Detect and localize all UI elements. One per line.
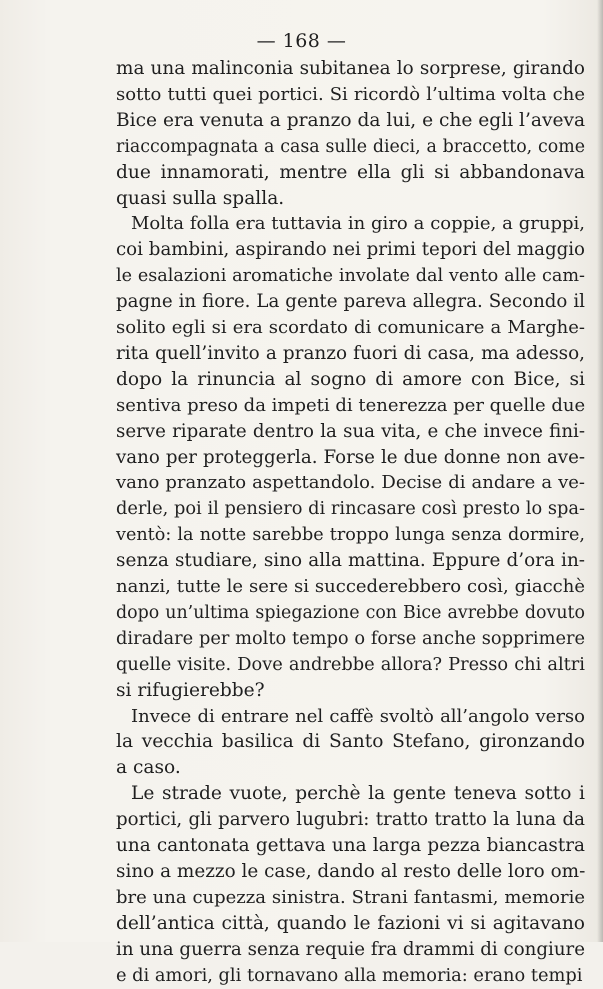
page-number: — 168 — <box>256 30 347 52</box>
text-line: bre una cupezza sinistra. Strani fantasmi, memorie <box>116 886 585 908</box>
text-line: quasi sulla spalla. <box>116 187 285 209</box>
text-line: portici, gli parvero lugubri: tratto tratto la luna da <box>116 809 585 831</box>
text-line: sotto tutti quei portici. Si ricordò l’ultima volta che <box>116 83 585 105</box>
text-line: vano pranzato aspettandolo. Decise di andare a ve- <box>116 472 585 494</box>
text-line: una cantonata gettava una larga pezza biancastra <box>116 835 585 856</box>
text-line: ma una malinconia subitanea lo sorprese, girando <box>116 58 585 79</box>
text-line: Bice era venuta a pranzo da lui, e che egli l’aveva <box>116 109 586 131</box>
text-line: nanzi, tutte le sere si succederebbero così, giacchè <box>116 576 585 597</box>
text-line: riaccompagnata a casa sulle dieci, a braccetto, come <box>116 136 585 157</box>
text-line: due innamorati, mentre ella gli si abbandonava <box>116 161 585 183</box>
text-line: e di amori, gli tornavano alla memoria: erano tempi <box>116 964 583 986</box>
text-line: sentiva preso da impeti di tenerezza per quelle due <box>116 394 586 416</box>
text-line: vano per proteggerla. Forse le due donne non ave- <box>116 446 585 468</box>
text-line: coi bambini, aspirando nei primi tepori del maggio <box>116 239 585 261</box>
text-line: rita quell’invito a pranzo fuori di casa, ma adesso, <box>116 342 585 364</box>
text-line: senza studiare, sino alla mattina. Eppure d’ora in- <box>116 550 585 572</box>
text-line: pagne in fiore. La gente pareva allegra. Secondo il <box>116 291 585 313</box>
text-line: la vecchia basilica di Santo Stefano, gironzando <box>116 731 585 753</box>
text-line: a caso. <box>116 757 181 779</box>
text-line: Invece di entrare nel caffè svoltò all’angolo verso <box>131 705 585 727</box>
text-line: si rifugierebbe? <box>116 679 265 701</box>
text-line: sino a mezzo le case, dando al resto delle loro om- <box>116 860 586 882</box>
text-line: solito egli si era scordato di comunicare a Marghe- <box>116 317 585 338</box>
page-edge-shadow <box>597 0 603 942</box>
text-line: ventò: la notte sarebbe troppo lunga senza dormire, <box>116 525 585 546</box>
text-line: dopo un’ultima spiegazione con Bice avrebbe dovuto <box>116 602 585 623</box>
text-line: diradare per molto tempo o forse anche sopprimere <box>116 627 585 649</box>
text-line: dell’antica città, quando le fazioni vi si agitavano <box>116 912 585 934</box>
text-line: dopo la rinuncia al sogno di amore con Bice, si <box>116 368 585 390</box>
text-line: quelle visite. Dove andrebbe allora? Presso chi altri <box>116 653 585 675</box>
text-line: le esalazioni aromatiche involate dal vento alle cam- <box>116 266 585 287</box>
text-line: Molta folla era tuttavia in giro a coppie, a gruppi, <box>131 213 585 235</box>
text-line: serve riparate dentro la sua vita, e che invece fini- <box>116 420 585 442</box>
text-line: derle, poi il pensiero di rincasare così presto lo spa- <box>116 498 585 520</box>
text-line: in una guerra senza requie fra drammi di congiure <box>116 938 585 960</box>
text-line: Le strade vuote, perchè la gente teneva sotto i <box>131 783 585 805</box>
